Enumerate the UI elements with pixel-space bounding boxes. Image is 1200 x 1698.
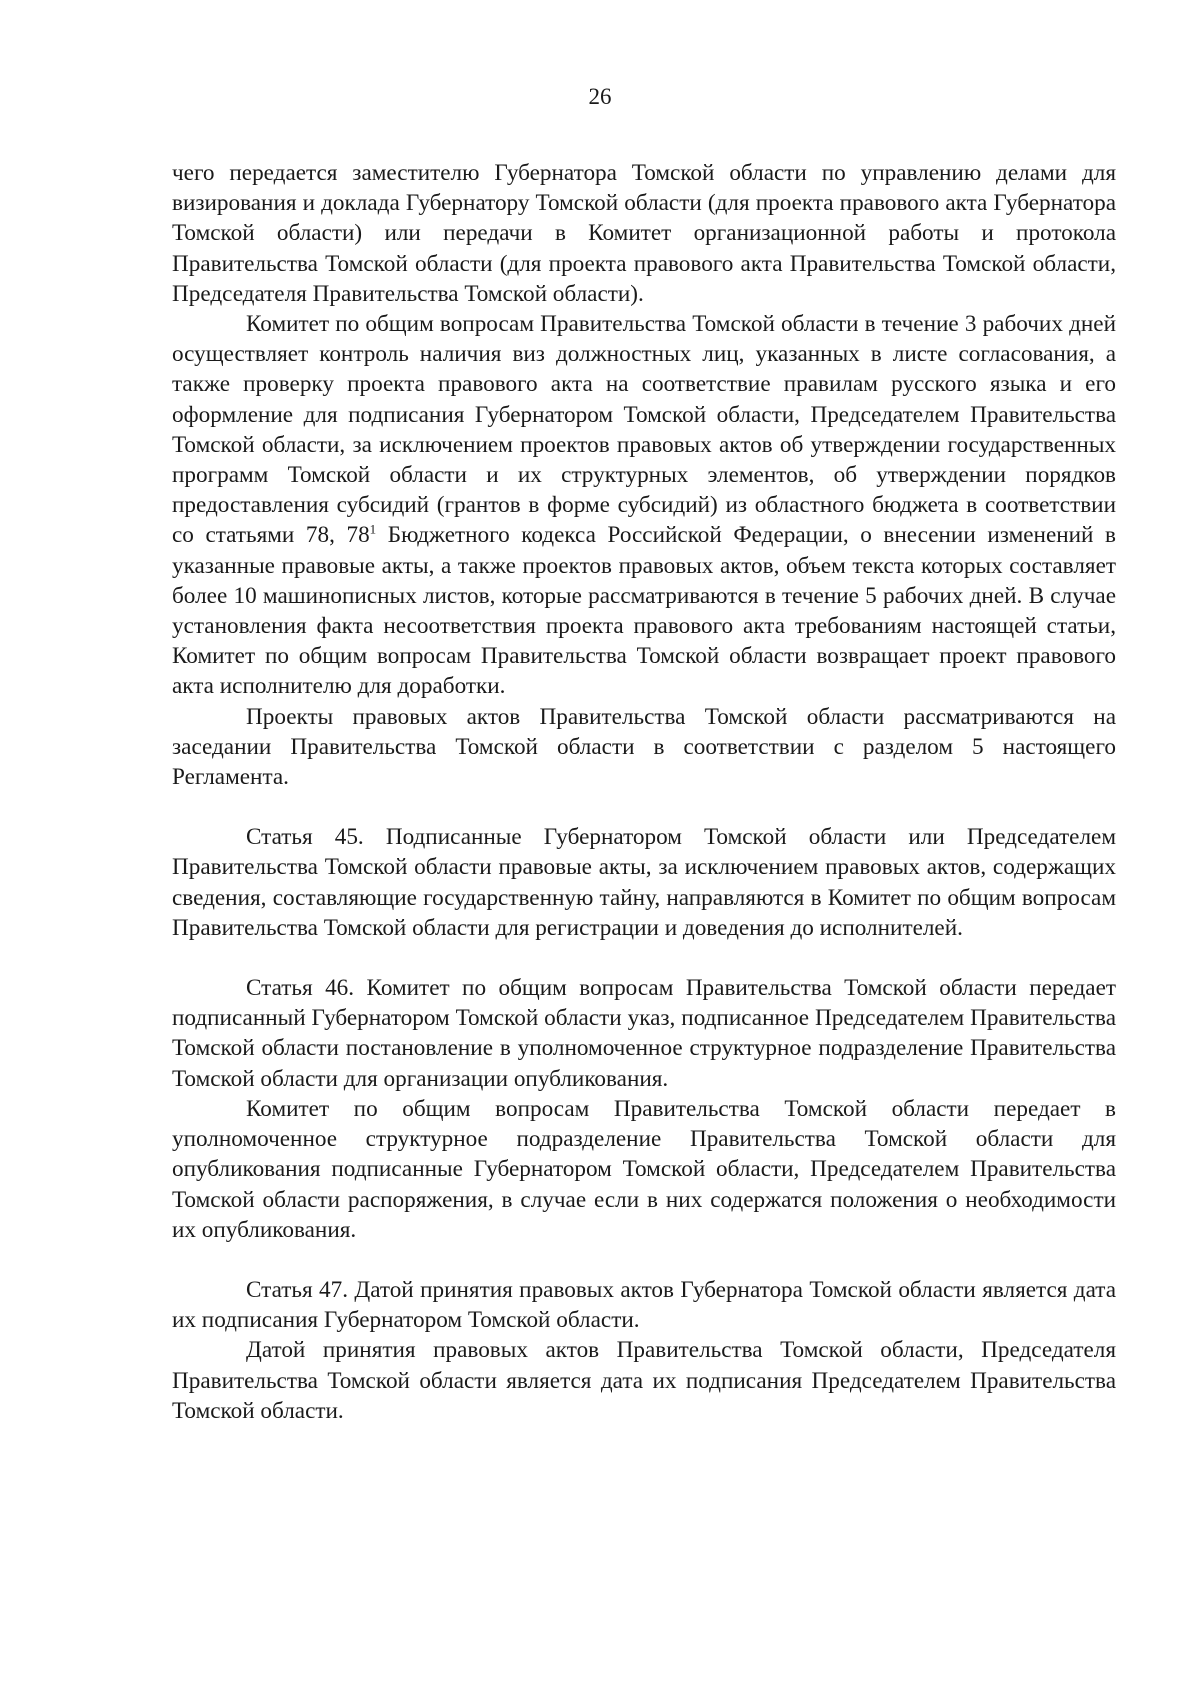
article-47-paragraph-2: Датой принятия правовых актов Правительства Томской области, Председателя Правительства Томской области является дата их подписания Председателем Правительства Томской области. bbox=[172, 1337, 1116, 1424]
paragraph-continuation: чего передается заместителю Губернатора Томской области по управлению делами для визирования и доклада Губернатору Томской области (для проекта правового акта Губернатора Томской области) или передачи в Комитет организационной работы и протокола Правительства Томской области (для проекта правового акта Правительства Томской области, Председателя Правительства Томской области). bbox=[172, 160, 1116, 307]
paragraph-government-meeting: Проекты правовых актов Правительства Томской области рассматриваются на заседании Правительства Томской области в соответствии с разделом 5 настоящего Регламента. bbox=[172, 703, 1116, 791]
paragraph-committee-review-part2: Бюджетного кодекса Российской Федерации, о внесении изменений в указанные правовые акты, а также проектов правовых актов, объем текста которых составляет более 10 машинописных листов, которые рассматриваются в течение 5 рабочих дней. В случае установления факта несоответствия проекта правового акта требованиям настоящей статьи, Комитет по общим вопросам Правительства Томской области возвращает проект правового акта исполнителю для доработки. bbox=[172, 522, 1116, 700]
article-47: Статья 47. Датой принятия правовых актов Губернатора Томской области является дата их подписания Губернатором Томской области. bbox=[172, 1276, 1116, 1334]
paragraph-committee-review bbox=[172, 309, 1116, 702]
spacer bbox=[172, 943, 1116, 973]
spacer bbox=[172, 792, 1116, 822]
article-46-paragraph-2: Комитет по общим вопросам Правительства Томской области передает в уполномоченное структурное подразделение Правительства Томской области для опубликования подписанные Губернатором Томской области, Председателем Правительства Томской области распоряжения, в случае если в них содержатся положения о необходимости их опубликования. bbox=[172, 1095, 1116, 1243]
paragraph-committee-review-part1: Комитет по общим вопросам Правительства Томской области в течение 3 рабочих дней осуществляет контроль наличия виз должностных лиц, указанных в листе согласования, а также проверку проекта правового акта на соответствие правилам русского языка и его оформление для подписания Губернатором Томской области, Председателем Правительства Томской области, за исключением проектов правовых актов об утверждении государственных программ Томской области и их структурных элементов, об утверждении порядков предоставления субсидий (грантов в форме субсидий) из областного бюджета в соответствии со статьями 78, 78 bbox=[172, 311, 1116, 549]
page-number: 26 bbox=[588, 84, 612, 109]
document-body bbox=[172, 158, 1116, 1426]
superscript-marker: 1 bbox=[369, 521, 377, 537]
article-45: Статья 45. Подписанные Губернатором Томской области или Председателем Правительства Томской области правовые акты, за исключением правовых актов, содержащих сведения, составляющие государственную тайну, направляются в Комитет по общим вопросам Правительства Томской области для регистрации и доведения до исполнителей. bbox=[172, 824, 1116, 941]
article-46: Статья 46. Комитет по общим вопросам Правительства Томской области передает подписанный Губернатором Томской области указ, подписанное Председателем Правительства Томской области постановление в уполномоченное структурное подразделение Правительства Томской области для организации опубликования. bbox=[172, 975, 1116, 1092]
spacer bbox=[172, 1245, 1116, 1275]
